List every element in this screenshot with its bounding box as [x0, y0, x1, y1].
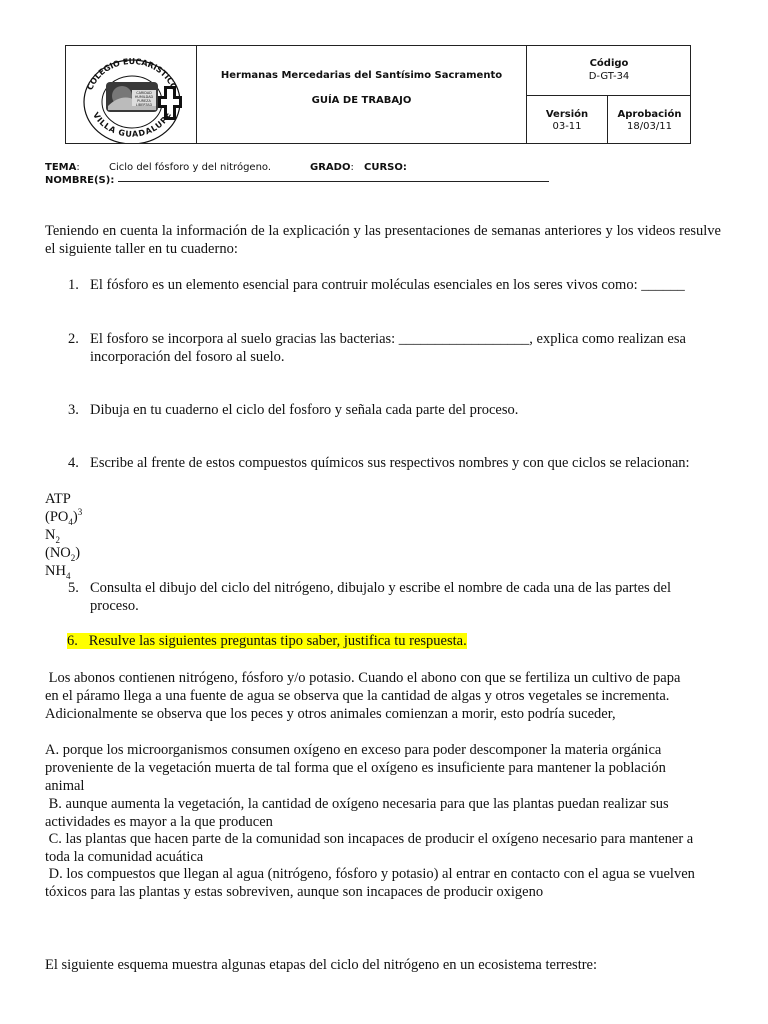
compound-no2: $(NO_2)$ — [45, 545, 81, 563]
approval-label: Aprobación — [617, 109, 682, 120]
closing-paragraph: El siguiente esquema muestra algunas etapas del ciclo del nitrógeno en un ecosistema terrestre: — [45, 957, 598, 973]
nombre-label: NOMBRE(S): — [45, 175, 115, 186]
name-input-line[interactable] — [118, 181, 549, 182]
option-a-line-3: animal — [45, 778, 85, 794]
version-value: 03-11 — [552, 121, 582, 132]
title-cell — [197, 46, 527, 143]
scenario-line-2: en el páramo llega a una fuente de agua se observa que la cantidad de algas y otros vegetales se incrementa. — [45, 688, 670, 704]
tema-value: Ciclo del fósforo y del nitrógeno. — [109, 162, 272, 173]
svg-text:VILLA GUADALUPE — [91, 111, 173, 139]
organization-name: Hermanas Mercedarias del Santísimo Sacramento — [220, 70, 503, 81]
option-d-line-2: tóxicos para las plantas y estas sobreviven, aunque son incapaces de producir oxigeno — [45, 884, 544, 900]
scenario-line-1: Los abonos contienen nitrógeno, fósforo y/o potasio. Cuando el abono con que se fertiliza un cultivo de papa — [45, 670, 681, 686]
option-a-line-1: A. porque los microorganismos consumen oxígeno en exceso para poder descomponer la materia orgánica — [45, 742, 662, 758]
option-c-line-2: toda la comunidad acuática — [45, 849, 204, 865]
intro-paragraph: Teniendo en cuenta la información de la explicación y las presentaciones de semanas anteriores y los videos resulve el siguiente taller en tu cuaderno: — [45, 223, 721, 257]
question-number: 6. — [67, 633, 78, 649]
logo-banner-line: HUMILDAD — [134, 95, 154, 99]
compound-phosphate: $(PO_4)^3$ — [45, 507, 83, 527]
option-c-line-1: C. las plantas que hacen parte de la comunidad son incapaces de producir el oxígeno necesario para mantener a — [45, 831, 694, 847]
compound-n2: $N_2$ — [45, 527, 60, 545]
approval-cell — [608, 96, 691, 143]
question-2-line-1: El fosforo se incorpora al suelo gracias las bacterias: __________________, explica como realizan esa — [90, 331, 686, 347]
option-a-line-2: proveniente de la vegetación muerta de tal forma que el oxígeno es insuficiente para mantener la población — [45, 760, 666, 776]
question-number: 1. — [68, 277, 79, 293]
question-3: Dibuja en tu cuaderno el ciclo del fosforo y señala cada parte del proceso. — [90, 402, 519, 418]
logo-banner-line: LIBERTAD — [135, 103, 153, 107]
code-value: D-GT-34 — [588, 71, 630, 82]
school-seal-logo — [66, 46, 196, 143]
question-6-text: Resulve las siguientes preguntas tipo saber, justifica tu respuesta. — [88, 633, 467, 649]
question-1: El fósforo es un elemento esencial para contruir moléculas esenciales en los seres vivos como: ______ — [90, 277, 685, 293]
question-number: 3. — [68, 402, 79, 418]
logo-top-text: COLEGIO EUCARISTICO — [85, 56, 179, 92]
question-2-line-2: incorporación del fosoro al suelo. — [90, 349, 285, 365]
question-number: 2. — [68, 331, 79, 347]
code-cell — [527, 46, 691, 96]
logo-banner-line: CARIDAD — [136, 91, 152, 95]
document-header-table — [65, 45, 691, 144]
document-type: GUÍA DE TRABAJO — [311, 95, 412, 106]
nombre-row — [45, 175, 114, 186]
question-4: Escribe al frente de estos compuestos químicos sus respectivos nombres y con que ciclos se relacionan: — [90, 455, 690, 471]
version-label: Versión — [545, 109, 589, 120]
compound-atp: ATP — [45, 491, 71, 507]
question-number: 4. — [68, 455, 79, 471]
curso-label: CURSO: — [364, 162, 407, 173]
logo-bottom-text: VILLA GUADALUPE — [91, 110, 174, 139]
scenario-line-3: Adicionalmente se observa que los peces y otros animales comienzan a morir, esto podría suceder, — [45, 706, 616, 722]
logo-banner-line: PUREZA — [137, 99, 151, 103]
option-b-line-1: B. aunque aumenta la vegetación, la cantidad de oxígeno necesaria para que las plantas puedan realizar sus — [45, 796, 669, 812]
version-cell — [527, 96, 608, 143]
code-label: Código — [589, 58, 629, 69]
approval-value: 18/03/11 — [627, 121, 672, 132]
option-d-line-1: D. los compuestos que llegan al agua (nitrógeno, fósforo y potasio) al entrar en contacto con el agua se vuelven — [45, 866, 695, 882]
tema-row: TEMA: Ciclo del fósforo y del nitrógeno. GRADO: CURSO: — [45, 162, 407, 173]
question-5-line-1: Consulta el dibujo del ciclo del nitrógeno, dibujalo y escribe el nombre de cada una de las partes del — [90, 580, 672, 596]
compound-nh4: $NH_4$ — [45, 563, 71, 581]
question-6 — [67, 632, 467, 650]
option-b-line-2: actividades es mayor a la que producen — [45, 814, 273, 830]
question-number: 5. — [68, 580, 79, 596]
grado-label: GRADO — [310, 162, 351, 173]
question-5-line-2: proceso. — [90, 598, 139, 614]
tema-label: TEMA — [45, 162, 77, 173]
logo-cell — [66, 46, 197, 143]
